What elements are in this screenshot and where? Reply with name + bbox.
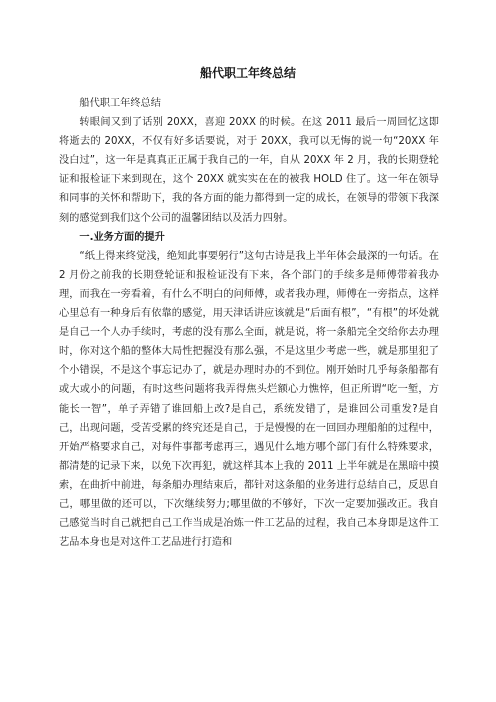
document-body xyxy=(59,94,439,552)
paragraph-body: “纸上得来终觉浅，绝知此事要躬行”这句古诗是我上半年体会最深的一句话。在 2 月份之前我的长期登轮证和报检证没有下来，各个部门的手续多是师傅带着我办理，而我在一旁看着，有什么不明白的问师傅，或者我办理，师傅在一旁指点，这样心里总有一种身后有依靠的感觉，用天津话讲应该就是“后面有根”，“有根”的坏处就是自己一个人办手续时，考虑的没有那么全面，就是说，将一条船完全交给你去办理时，你对这个船的整体大局性把握没有那么强，不是这里少考虑一些，就是那里犯了个小错误，不是这个事忘记办了，就是办理时办的不到位。刚开始时几乎每条船都有或大或小的问题，有时这些问题将我弄得焦头烂额心力憔悴，但正所谓“吃一堑，方能长一智”，单子弄错了谁回船上改?是自己，系统发错了，是谁回公司重发?是自己，出现问题，受苦受累的终究还是自己，于是慢慢的在一回回办理船舶的过程中，开始严格要求自己，对每件事都考虑再三，遇见什么地方哪个部门有什么特殊要求，都清楚的记录下来，以免下次再犯，就这样其本上我的 2011 上半年就是在黑暗中摸索，在曲折中前进，每条船办理结束后，都针对这条船的业务进行总结自己，反思自己，哪里做的还可以，下次继续努力;哪里做的不够好，下次一定要加强改正。我自己感觉当时自己就把自己工作当成是冶炼一件工艺品的过程，我自己本身即是这件工艺品本身也是对这件工艺品进行打造和 xyxy=(59,250,439,549)
document-subtitle: 船代职工年终总结 xyxy=(79,98,161,109)
paragraph-intro: 转眼间又到了话别 20XX，喜迎 20XX 的时候。在这 2011 最后一周回忆这即将逝去的 20XX，不仅有好多话要说，对于 20XX，我可以无悔的说一句“20XX 年没白过”，这一年是真真正正属于我自己的一年，自从 20XX 年 2 月，我的长期登轮证和报检证下来到现在，这个 20XX 就实实在在的被我 HOLD 住了。这一年在领导和同事的关怀和帮助下，我的各方面的能力都得到一定的成长，在领导的带领下我深刻的感觉到我们这个公司的温馨团结以及活力四射。 xyxy=(59,117,439,224)
section-heading: 一.业务方面的提升 xyxy=(79,231,165,243)
document-title: 船代职工年终总结 xyxy=(199,66,296,80)
